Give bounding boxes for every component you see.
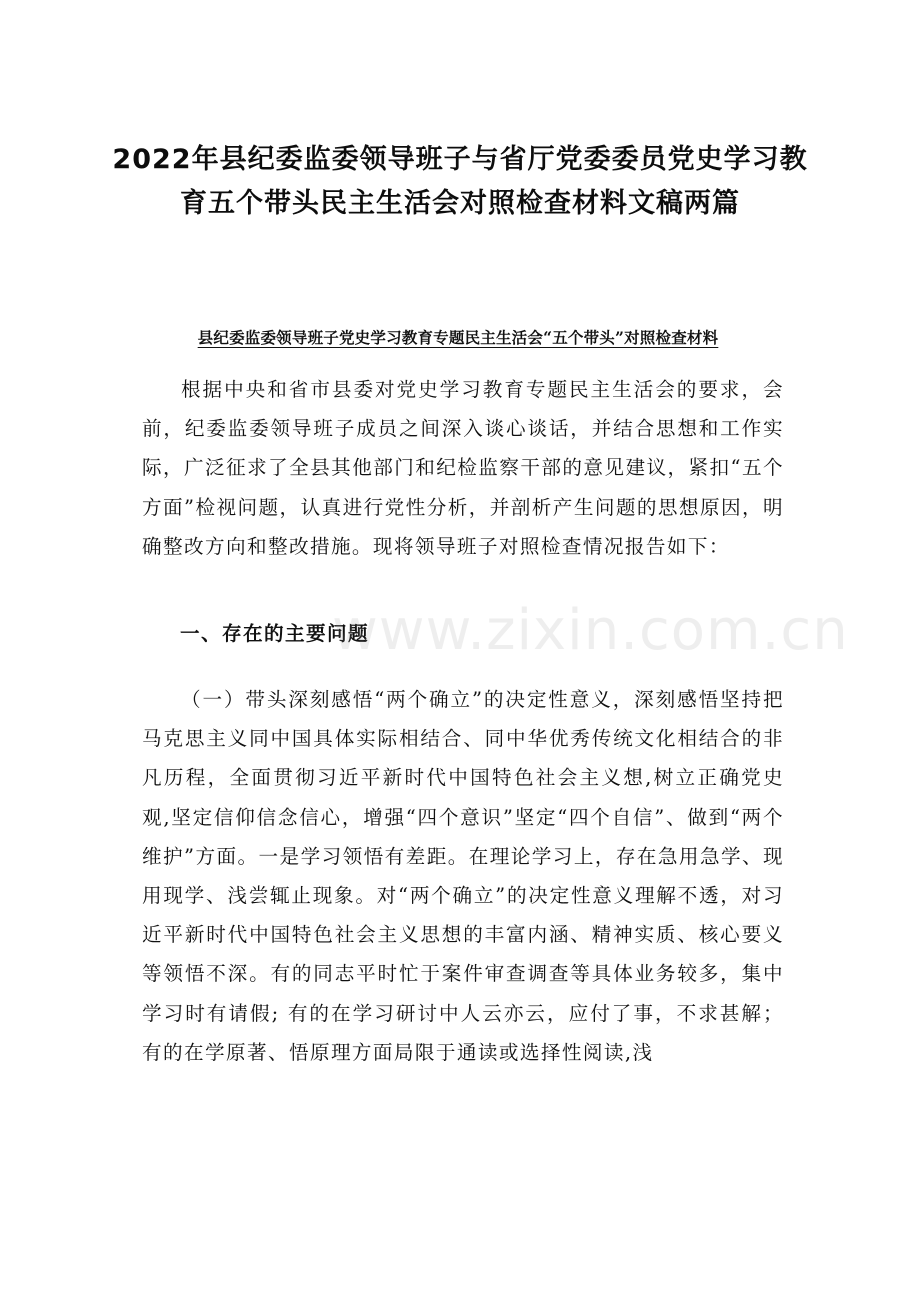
intro-paragraph: 根据中央和省市县委对党史学习教育专题民主生活会的要求，会前，纪委监委领导班子成员之间深入谈心谈话，并结合思想和工作实际，广泛征求了全县其他部门和纪检监察干部的意见建议，紧扣“五个方面”检视问题，认真进行党性分析，并剖析产生问题的思想原因，明确整改方向和整改措施。现将领导班子对照检查情况报告如下： bbox=[142, 378, 784, 558]
body-paragraph: （一）带头深刻感悟“两个确立”的决定性意义，深刻感悟坚持把马克思主义同中国具体实际相结合、同中华优秀传统文化相结合的非凡历程，全面贯彻习近平新时代中国特色社会主义想,树立正确党史观,坚定信仰信念信心，增强“四个意识”坚定“四个自信”、做到“两个维护”方面。一是学习领悟有差距。在理论学习上，存在急用急学、现用现学、浅尝辄止现象。对“两个确立”的决定性意义理解不透，对习近平新时代中国特色社会主义思想的丰富内涵、精神实质、核心要义等领悟不深。有的同志平时忙于案件审查调查等具体业务较多，集中学习时有请假; 有的在学习研讨中人云亦云，应付了事，不求甚解；有的在学原著、悟原理方面局限于通读或选择性阅读,浅 bbox=[142, 688, 784, 1064]
site-watermark: www.zixin.com.cn bbox=[332, 598, 849, 663]
section-heading: 一、存在的主要问题 bbox=[180, 622, 369, 645]
document-subtitle: 县纪委监委领导班子党史学习教育专题民主生活会“五个带头”对照检查材料 bbox=[197, 328, 719, 347]
document-title: 2022年县纪委监委领导班子与省厅党委委员党史学习教育五个带头民主生活会对照检查材料文稿两篇 bbox=[112, 144, 808, 219]
